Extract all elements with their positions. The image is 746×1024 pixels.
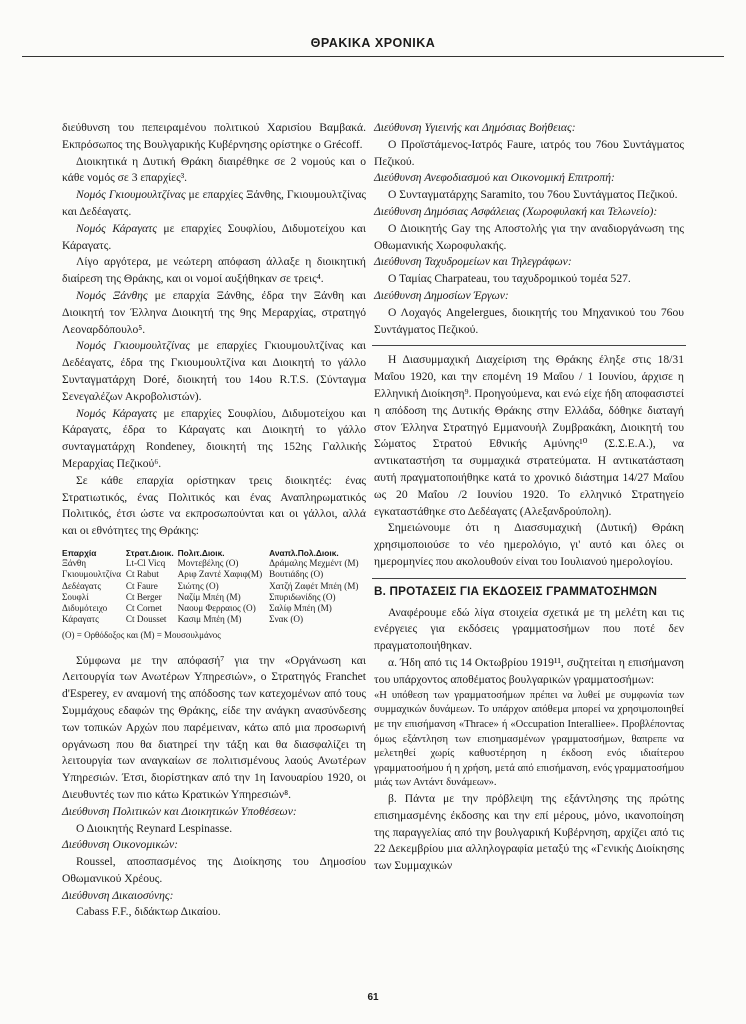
table-cell: Ct Dousset [125, 614, 167, 625]
table-legend: (Ο) = Ορθόδοξος και (Μ) = Μουσουλμάνος [62, 630, 221, 641]
section-heading: Διεύθυνση Δημοσίων Έργων: [374, 288, 509, 302]
paragraph: α. Ήδη από τις 14 Οκτωβρίου 1919¹¹, συζητείται η επισήμανση του υπάρχοντος αποθέματος βουλγαρικών γραμματοσήμων: [374, 656, 684, 686]
paragraph: Διοικητικά η Δυτική Θράκη διαιρέθηκε σε 2 νομούς και ο κάθε νομός σε 3 επαρχίες³. [62, 154, 366, 185]
paragraph: Cabass F.F., διδάκτωρ Δικαίου. [76, 905, 221, 919]
table-header: Αναπλ.Πολ.Διοικ. [269, 547, 339, 558]
italic-term: Νομός Ξάνθης [76, 288, 148, 302]
table-cell: Σπυριδωνίδης (Ο) [269, 591, 336, 602]
section-heading: Διεύθυνση Πολιτικών και Διοικητικών Υποθέσεων: [62, 804, 297, 818]
italic-term: Νομός Γκιουμουλτζίνας [76, 188, 186, 202]
paragraph [62, 288, 366, 338]
table-cell: Σνακ (Ο) [269, 614, 304, 625]
paragraph-text: με επαρχίες Σουφλίου, Διδυμοτείχου και Κάραγατς. [62, 221, 366, 252]
paragraph: Αναφέρουμε εδώ λίγα στοιχεία σχετικά με τη μελέτη και τις ενέργειες για εκδόσεις γραμματοσήμων που ποτέ δεν πραγματοποιήθηκαν. [374, 605, 684, 653]
right-column [374, 120, 684, 875]
page-number: 61 [367, 992, 379, 1003]
table-row [62, 592, 366, 603]
paragraph [62, 221, 366, 255]
table-cell: Διδυμότειχο [62, 603, 108, 614]
paragraph [62, 187, 366, 221]
paragraph-text: με επαρχίες Ξάνθης, Γκιουμουλτζίνας και Δεδέαγατς. [62, 188, 366, 218]
paragraph: Σημειώνουμε ότι η Διασσυμαχική (Δυτική) Θράκη χρησιμοποιούσε το νέο ημερολόγιο, γι' αυτό και όλες οι ημερομηνίες που ακολουθούν είναι του Ιουλιανού ημερολογίου. [374, 521, 684, 568]
table-cell: Κάραγατς [62, 614, 99, 625]
paragraph-text: με επαρχία Ξάνθης, έδρα την Ξάνθη και Διοικητή τον Έλληνα Διοικητή της 9ης Μεραρχίας, στρατηγό Λεοναρδόπουλο⁵. [62, 288, 367, 336]
section-heading: Διεύθυνση Δημόσιας Ασφάλειας (Χωροφυλακή και Τελωνείο): [374, 204, 658, 218]
paragraph: Ο Ταμίας Charpateau, του ταχυδρομικού τομέα 527. [388, 272, 631, 286]
table-cell: Σιώτης (Ο) [177, 580, 219, 591]
table-cell: Κασιμ Μπέη (Μ) [177, 614, 242, 625]
table-cell: Ct Berger [125, 591, 162, 602]
left-column [62, 120, 366, 921]
table-cell: Βουτιάδης (Ο) [269, 569, 324, 580]
table-header: Επαρχία [62, 547, 97, 558]
paragraph-text: με επαρχίες Γκιουμουλτζίνας και Δεδέαγατς, έδρα της Γκιουμουλτζίνα και Διοικητή το γάλλο Συνταγματάρχη Doré, διοικητή του 14ου R.T.S. (Σύνταγμα Σενεγαλέζων Ακροβολιστών). [62, 339, 366, 403]
section-heading: Διεύθυνση Ταχυδρομείων και Τηλεγράφων: [374, 255, 572, 269]
table-cell: Ναζίμ Μπέη (Μ) [177, 591, 241, 602]
table-cell: Ct Cornet [125, 603, 162, 614]
table-cell: Δράμαλης Μεχμέντ (Μ) [269, 558, 359, 569]
header-rule [22, 56, 724, 57]
paragraph: Λίγο αργότερα, με νεώτερη απόφαση άλλαξε η διοικητική διαίρεση της Θράκης, και οι νομοί αυξήθηκαν σε τρεις⁴. [62, 255, 366, 286]
paragraph: διεύθυνση του πεπειραμένου πολιτικού Χαρισίου Βαμβακά. Εκπρόσωπος της Βουλγαρικής Κυβέρνησης ορίστηκε ο Grécoff. [62, 121, 366, 151]
paragraph-text: με επαρχίες Σουφλίου, Διδυμοτείχου και Κάραγατς, έδρα το Κάραγατς και Διοικητή το γάλλο συνταγματάρχη Rondeney, διοικητή της 152ης Γαλλικής Μεραρχίας Πεζικού⁶. [62, 406, 366, 470]
table-cell: Χατζή Ζαφέτ Μπέη (Μ) [269, 580, 359, 591]
table-cell: Γκιουμουλτζίνα [62, 569, 122, 580]
paragraph [62, 406, 366, 473]
paragraph [62, 338, 366, 405]
table-cell: Ct Rabut [125, 569, 159, 580]
section-heading: Διεύθυνση Υγιεινής και Δημόσιας Βοήθειας: [374, 121, 576, 134]
paragraph: Ο Διοικητής Reynard Lespinasse. [76, 821, 233, 835]
table-header-row [62, 548, 366, 558]
table-header: Στρατ.Διοικ. [125, 547, 174, 558]
italic-term: Νομός Γκιουμουλτζίνας [76, 339, 191, 353]
table-cell: Ναουμ Φερραιος (Ο) [177, 603, 256, 614]
italic-term: Νομός Κάραγατς [76, 221, 157, 235]
table-cell: Δεδέαγατς [62, 580, 101, 591]
table-cell: Σουφλί [62, 591, 89, 602]
table-row [62, 558, 366, 569]
table-cell: Ξάνθη [62, 558, 87, 569]
table-cell: Σαλίφ Μπέη (Μ) [269, 603, 332, 614]
section-heading: Διεύθυνση Δικαιοσύνης: [62, 888, 174, 902]
paragraph: Ο Λοχαγός Angelergues, διοικητής του Μηχανικού του 76ου Συντάγματος Πεζικού. [374, 305, 684, 336]
table-row [62, 603, 366, 614]
paragraph: Ο Προϊστάμενος-Ιατρός Faure, ιατρός του 76ου Συντάγματος Πεζικού. [374, 137, 684, 168]
section-title: Β. ΠΡΟΤΑΣΕΙΣ ΓΙΑ ΕΚΔΟΣΕΙΣ ΓΡΑΜΜΑΤΟΣΗΜΩΝ [374, 584, 658, 598]
section-heading: Διεύθυνση Οικονομικών: [62, 838, 179, 852]
paragraph: Roussel, αποσπασμένος της Διοίκησης του Δημοσίου Οθωμανικού Χρέους. [62, 855, 366, 885]
running-header: ΘΡΑΚΙΚΑ ΧΡΟΝΙΚΑ [310, 36, 436, 50]
table-row [62, 569, 366, 580]
table-header: Πολιτ.Διοικ. [177, 547, 225, 558]
section-heading: Διεύθυνση Ανεφοδιασμού και Οικονομική Επιτροπή: [374, 171, 615, 185]
table-cell: Μοντεβέλης (Ο) [177, 558, 239, 569]
paragraph: Σε κάθε επαρχία ορίστηκαν τρεις διοικητές: ένας Στρατιωτικός, ένας Πολιτικός και ένας Αναπληρωματικός Πολιτικός, έτσι ώστε να εκπροσωπούνται και οι γάλλοι, αλλά και οι εθνότητες της Θράκης: [62, 473, 366, 538]
divider-line [372, 345, 686, 346]
paragraph: β. Πάντα με την πρόβλεψη της εξάντλησης της πρώτης επισημασμένης έκδοσης και την επί μέρους, μόνο, ικανοποίηση της παραγγελίας από την βουλγαρική Κυβέρνηση, αρχίζει από τις 22 Δεκεμβρίου μια αλληλογραφία μεταξύ της «Γενικής Διοίκησης των Συμμαχικών [374, 791, 684, 873]
italic-term: Νομός Κάραγατς [76, 406, 157, 420]
paragraph: Σύμφωνα με την απόφασή⁷ για την «Οργάνωση και Λειτουργία των Ανωτέρων Υπηρεσιών», ο Στρατηγός Franchet d'Esperey, εν αναμονή της απόδοσης των κατεχομένων από τους Συμμάχους εδαφών της Θράκης, είδε την ανάγκη ανασύνδεσης των τοπικών Αρχών που παρέμειναν, κάτω από μια προσωρινή οργάνωση που θα διατηρεί την τάξη και θα διασφαλίζει τη λειτουργία των αναγκαίων σε πολιτισμένους λαούς Ανωτέρων Υπηρεσιών. Έτσι, διορίστηκαν από την 1η Ιανουαρίου 1920, οι Διευθυντές των πιο κάτω Κρατικών Υπηρεσιών⁸. [62, 653, 366, 801]
table-row [62, 614, 366, 625]
table-row [62, 581, 366, 592]
administrators-table [62, 548, 366, 626]
table-cell: Lt-Cl Vicq [125, 558, 166, 569]
paragraph: Ο Διοικητής Gay της Αποστολής για την αναδιοργάνωση της Οθωμανικής Χωροφυλακής. [374, 221, 684, 252]
paragraph: Η Διασυμμαχική Διαχείριση της Θράκης έληξε στις 18/31 Μαΐου 1920, και την επομένη 19 Μαΐου / 1 Ιουνίου, άρχισε η Ελληνική Διοίκηση⁹. Προηγούμενα, και ενώ είχε ήδη αποφασιστεί η απόδοση της Δυτικής Θράκης στην Ελλάδα, δόθηκε διαταγή στον Έλληνα Στρατηγό Εμμανουήλ Ζυμβρακάκη, Διοικητή του Σώματος Στρατού Εθνικής Αμύνης¹⁰ (Σ.Σ.Ε.Α.), να αντικαταστήση τα συμμαχικά στρατεύματα. Η αντικατάσταση αυτή πραγματοποιήθηκε κατά το χρονικό διάστημα 14/27 Μαΐου ως 20 Μαΐου /2 Ιουνίου 1920. Το ελληνικό Στρατηγείο εγκαταστάθηκε στο Δεδέαγατς (Αλεξανδρούπολη). [374, 353, 684, 518]
block-quote: «Η υπόθεση των γραμματοσήμων πρέπει να λυθεί με συμφωνία των συμμαχικών δυνάμεων. Το υπάρχον απόθεμα μπορεί να χρησιμοποιηθεί με την επισήμανση «Thrace» ή «Occupation Interalliee». Προβλέποντας όμως εξάντληση των επισημασμένων γραμματοσήμων, θαπρεπε να μελετηθεί χωρίς καθυστέρηση η έκδοση ενός ιδιαίτερου γραμματοσήμου ή η χρήση, μετά από επισήμανση, ενός γραμματοσήμου μιάς των Αντάντ δυνάμεων». [374, 689, 684, 789]
table-cell: Ct Faure [125, 580, 158, 591]
table-cell: Αριφ Ζαντέ Χαφιφ(Μ) [177, 569, 263, 580]
divider-line [372, 578, 686, 579]
paragraph: Ο Συνταγματάρχης Saramito, του 76ου Συντάγματος Πεζικού. [388, 188, 678, 202]
